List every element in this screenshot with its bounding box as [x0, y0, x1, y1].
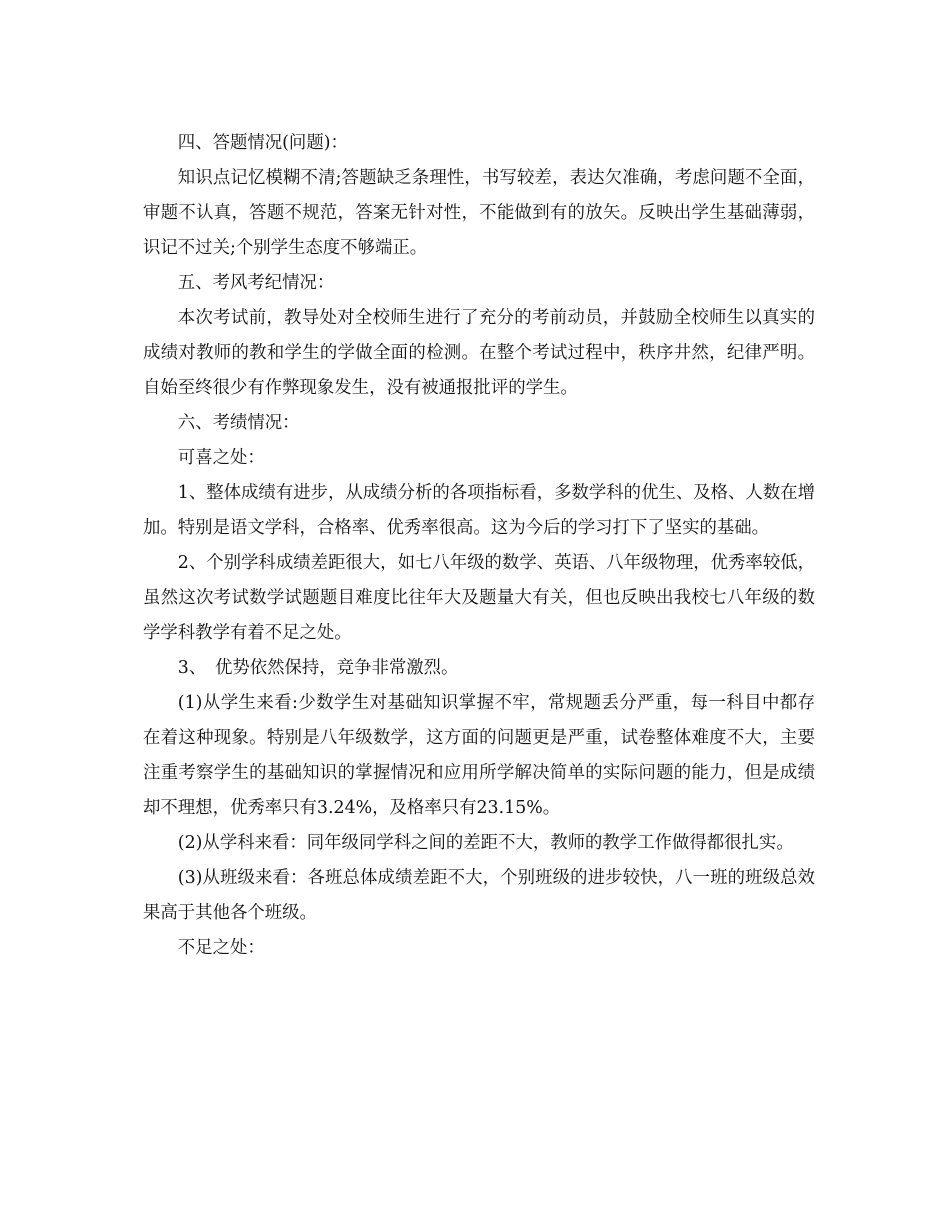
paragraph-point-2: 2、个别学科成绩差距很大，如七八年级的数学、英语、八年级物理，优秀率较低，虽然这次考试数学试题题目难度比往年大及题量大有关，但也反映出我校七八年级的数学学科教学有着不足之处。 — [143, 553, 815, 643]
heading-answer-situation: 四、答题情况(问题)： — [177, 133, 348, 153]
paragraph-students-view: (1)从学生来看:少数学生对基础知识掌握不牢，常规题丢分严重，每一科目中都存在着这种现象。特别是八年级数学，这方面的问题更是严重，试卷整体难度不大，主要注重考察学生的基础知识的掌握情况和应用所学解决简单的实际问题的能力，但是成绩却不理想，优秀率只有3.24%，及格率只有23.15%。 — [143, 693, 815, 818]
paragraph-point-3: 3、 优势依然保持，竞争非常激烈。 — [177, 658, 459, 678]
heading-exam-discipline: 五、考风考纪情况： — [177, 273, 335, 293]
paragraph-classes-view: (3)从班级来看：各班总体成绩差距不大，个别班级的进步较快，八一班的班级总效果高于其他各个班级。 — [143, 868, 815, 923]
paragraph-answer-problems: 知识点记忆模糊不清;答题缺乏条理性，书写较差，表达欠准确，考虑问题不全面，审题不认真，答题不规范，答案无针对性，不能做到有的放矢。反映出学生基础薄弱，识记不过关;个别学生态度不够端正。 — [143, 168, 815, 258]
document-body — [143, 126, 815, 966]
paragraph-point-1: 1、整体成绩有进步，从成绩分析的各项指标看，多数学科的优生、及格、人数在增加。特别是语文学科，合格率、优秀率很高。这为今后的学习打下了坚实的基础。 — [143, 483, 815, 538]
heading-exam-results: 六、考绩情况： — [177, 413, 300, 433]
paragraph-subjects-view: (2)从学科来看：同年级同学科之间的差距不大，教师的教学工作做得都很扎实。 — [177, 833, 794, 853]
paragraph-exam-discipline: 本次考试前，教导处对全校师生进行了充分的考前动员，并鼓励全校师生以真实的成绩对教师的教和学生的学做全面的检测。在整个考试过程中，秩序井然，纪律严明。自始至终很少有作弊现象发生，没有被通报批评的学生。 — [143, 308, 815, 398]
subheading-strengths: 可喜之处： — [177, 448, 265, 468]
subheading-shortcomings: 不足之处： — [177, 938, 265, 958]
